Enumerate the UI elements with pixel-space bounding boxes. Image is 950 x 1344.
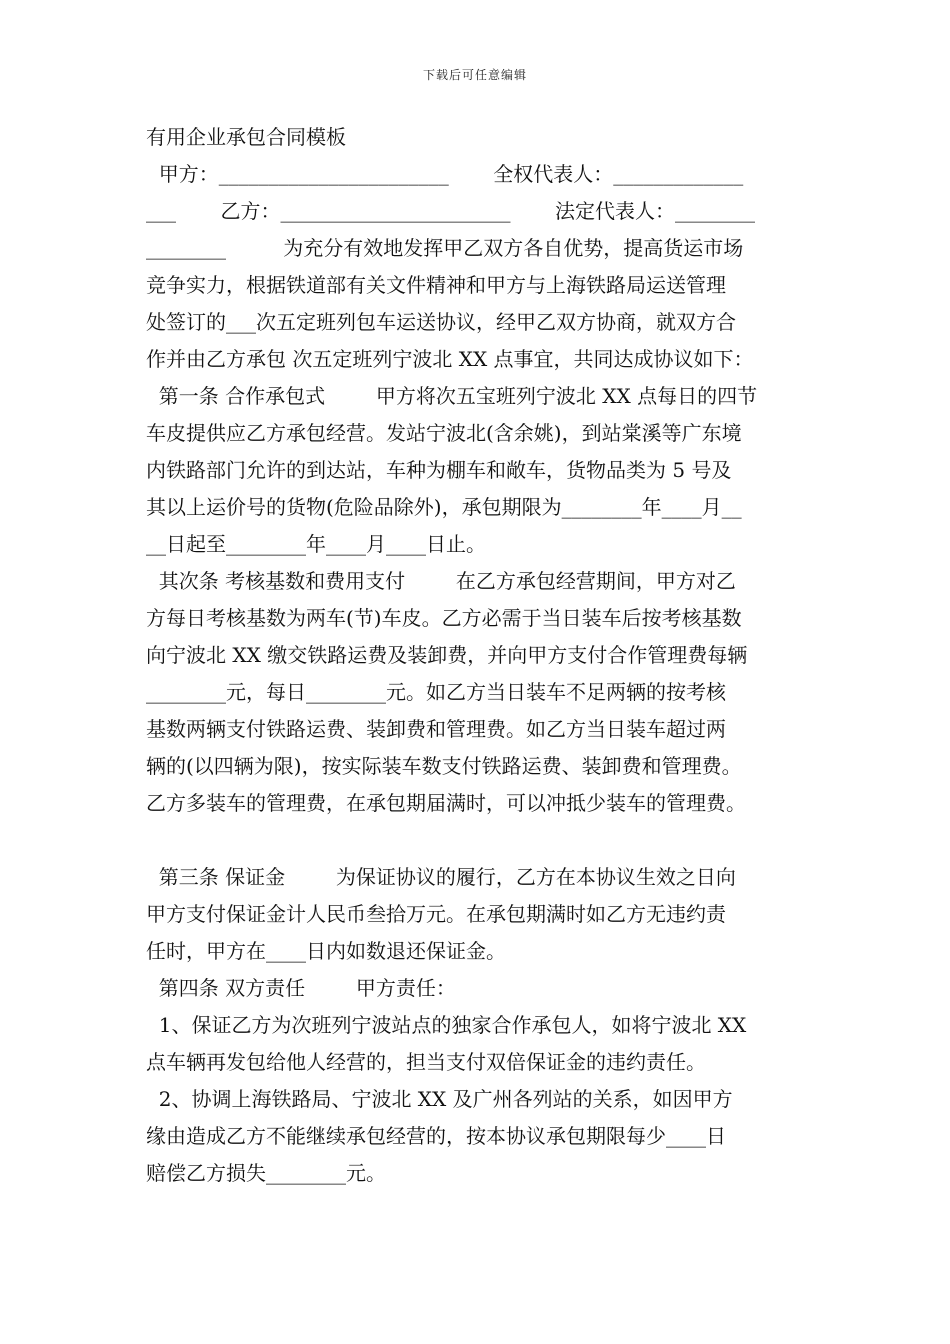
document-line: 其次条 考核基数和费用支付 在乙方承包经营期间，甲方对乙 <box>146 569 736 593</box>
document-line <box>146 822 826 859</box>
document-line: 内铁路部门允许的到达站，车种为棚车和敞车，货物品类为 5 号及 <box>146 458 732 482</box>
document-lines <box>146 156 826 1192</box>
document-line: __日起至________年____月____日止。 <box>146 532 486 556</box>
document-line: 点车辆再发包给他人经营的，担当支付双倍保证金的违约责任。 <box>146 1050 706 1074</box>
document-line: 第四条 双方责任 甲方责任： <box>146 976 456 1000</box>
document-line: 作并由乙方承包 次五定班列宁波北 XX 点事宜，共同达成协议如下： <box>146 347 754 371</box>
document-line: 竞争实力，根据铁道部有关文件精神和甲方与上海铁路局运送管理 <box>146 273 726 297</box>
header-note: 下载后可任意编辑 <box>422 68 527 82</box>
document-line: 乙方多装车的管理费，在承包期届满时，可以冲抵少装车的管理费。 <box>146 791 746 815</box>
document-line: ___ 乙方：_______________________ 法定代表人：________ <box>146 199 756 223</box>
document-line: 辆的(以四辆为限)，按实际装车数支付铁路运费、装卸费和管理费。 <box>146 754 742 778</box>
document-line: 缘由造成乙方不能继续承包经营的，按本协议承包期限每少____日 <box>146 1124 726 1148</box>
document-title: 有用企业承包合同模板 <box>146 125 346 149</box>
document-line: 赔偿乙方损失________元。 <box>146 1161 386 1185</box>
document-line: 甲方支付保证金计人民币叁拾万元。在承包期满时如乙方无违约责 <box>146 902 726 926</box>
document-body <box>146 119 826 1192</box>
document-line: 车皮提供应乙方承包经营。发站宁波北(含余姚)，到站棠溪等广东境 <box>146 421 742 445</box>
document-line: ________元，每日________元。如乙方当日装车不足两辆的按考核 <box>146 680 726 704</box>
document-line: 向宁波北 XX 缴交铁路运费及装卸费，并向甲方支付合作管理费每辆 <box>146 643 748 667</box>
document-line: 方每日考核基数为两车(节)车皮。乙方必需于当日装车后按考核基数 <box>146 606 742 630</box>
document-line: 处签订的___次五定班列包车运送协议，经甲乙双方协商，就双方合 <box>146 310 736 334</box>
document-line: ________ 为充分有效地发挥甲乙双方各自优势，提高货运市场 <box>146 236 744 260</box>
document-line: 甲方：_______________________ 全权代表人：_____________ <box>146 162 744 186</box>
document-line: 2、协调上海铁路局、宁波北 XX 及广州各列站的关系，如因甲方 <box>146 1087 733 1111</box>
document-line: 任时，甲方在____日内如数退还保证金。 <box>146 939 506 963</box>
document-line: 1、保证乙方为次班列宁波站点的独家合作承包人，如将宁波北 XX <box>146 1013 747 1037</box>
document-line: 第三条 保证金 为保证协议的履行，乙方在本协议生效之日向 <box>146 865 736 889</box>
document-line: 基数两辆支付铁路运费、装卸费和管理费。如乙方当日装车超过两 <box>146 717 726 741</box>
document-line: 第一条 合作承包式 甲方将次五宝班列宁波北 XX 点每日的四节 <box>146 384 758 408</box>
document-line: 其以上运价号的货物(危险品除外)，承包期限为________年____月__ <box>146 495 742 519</box>
